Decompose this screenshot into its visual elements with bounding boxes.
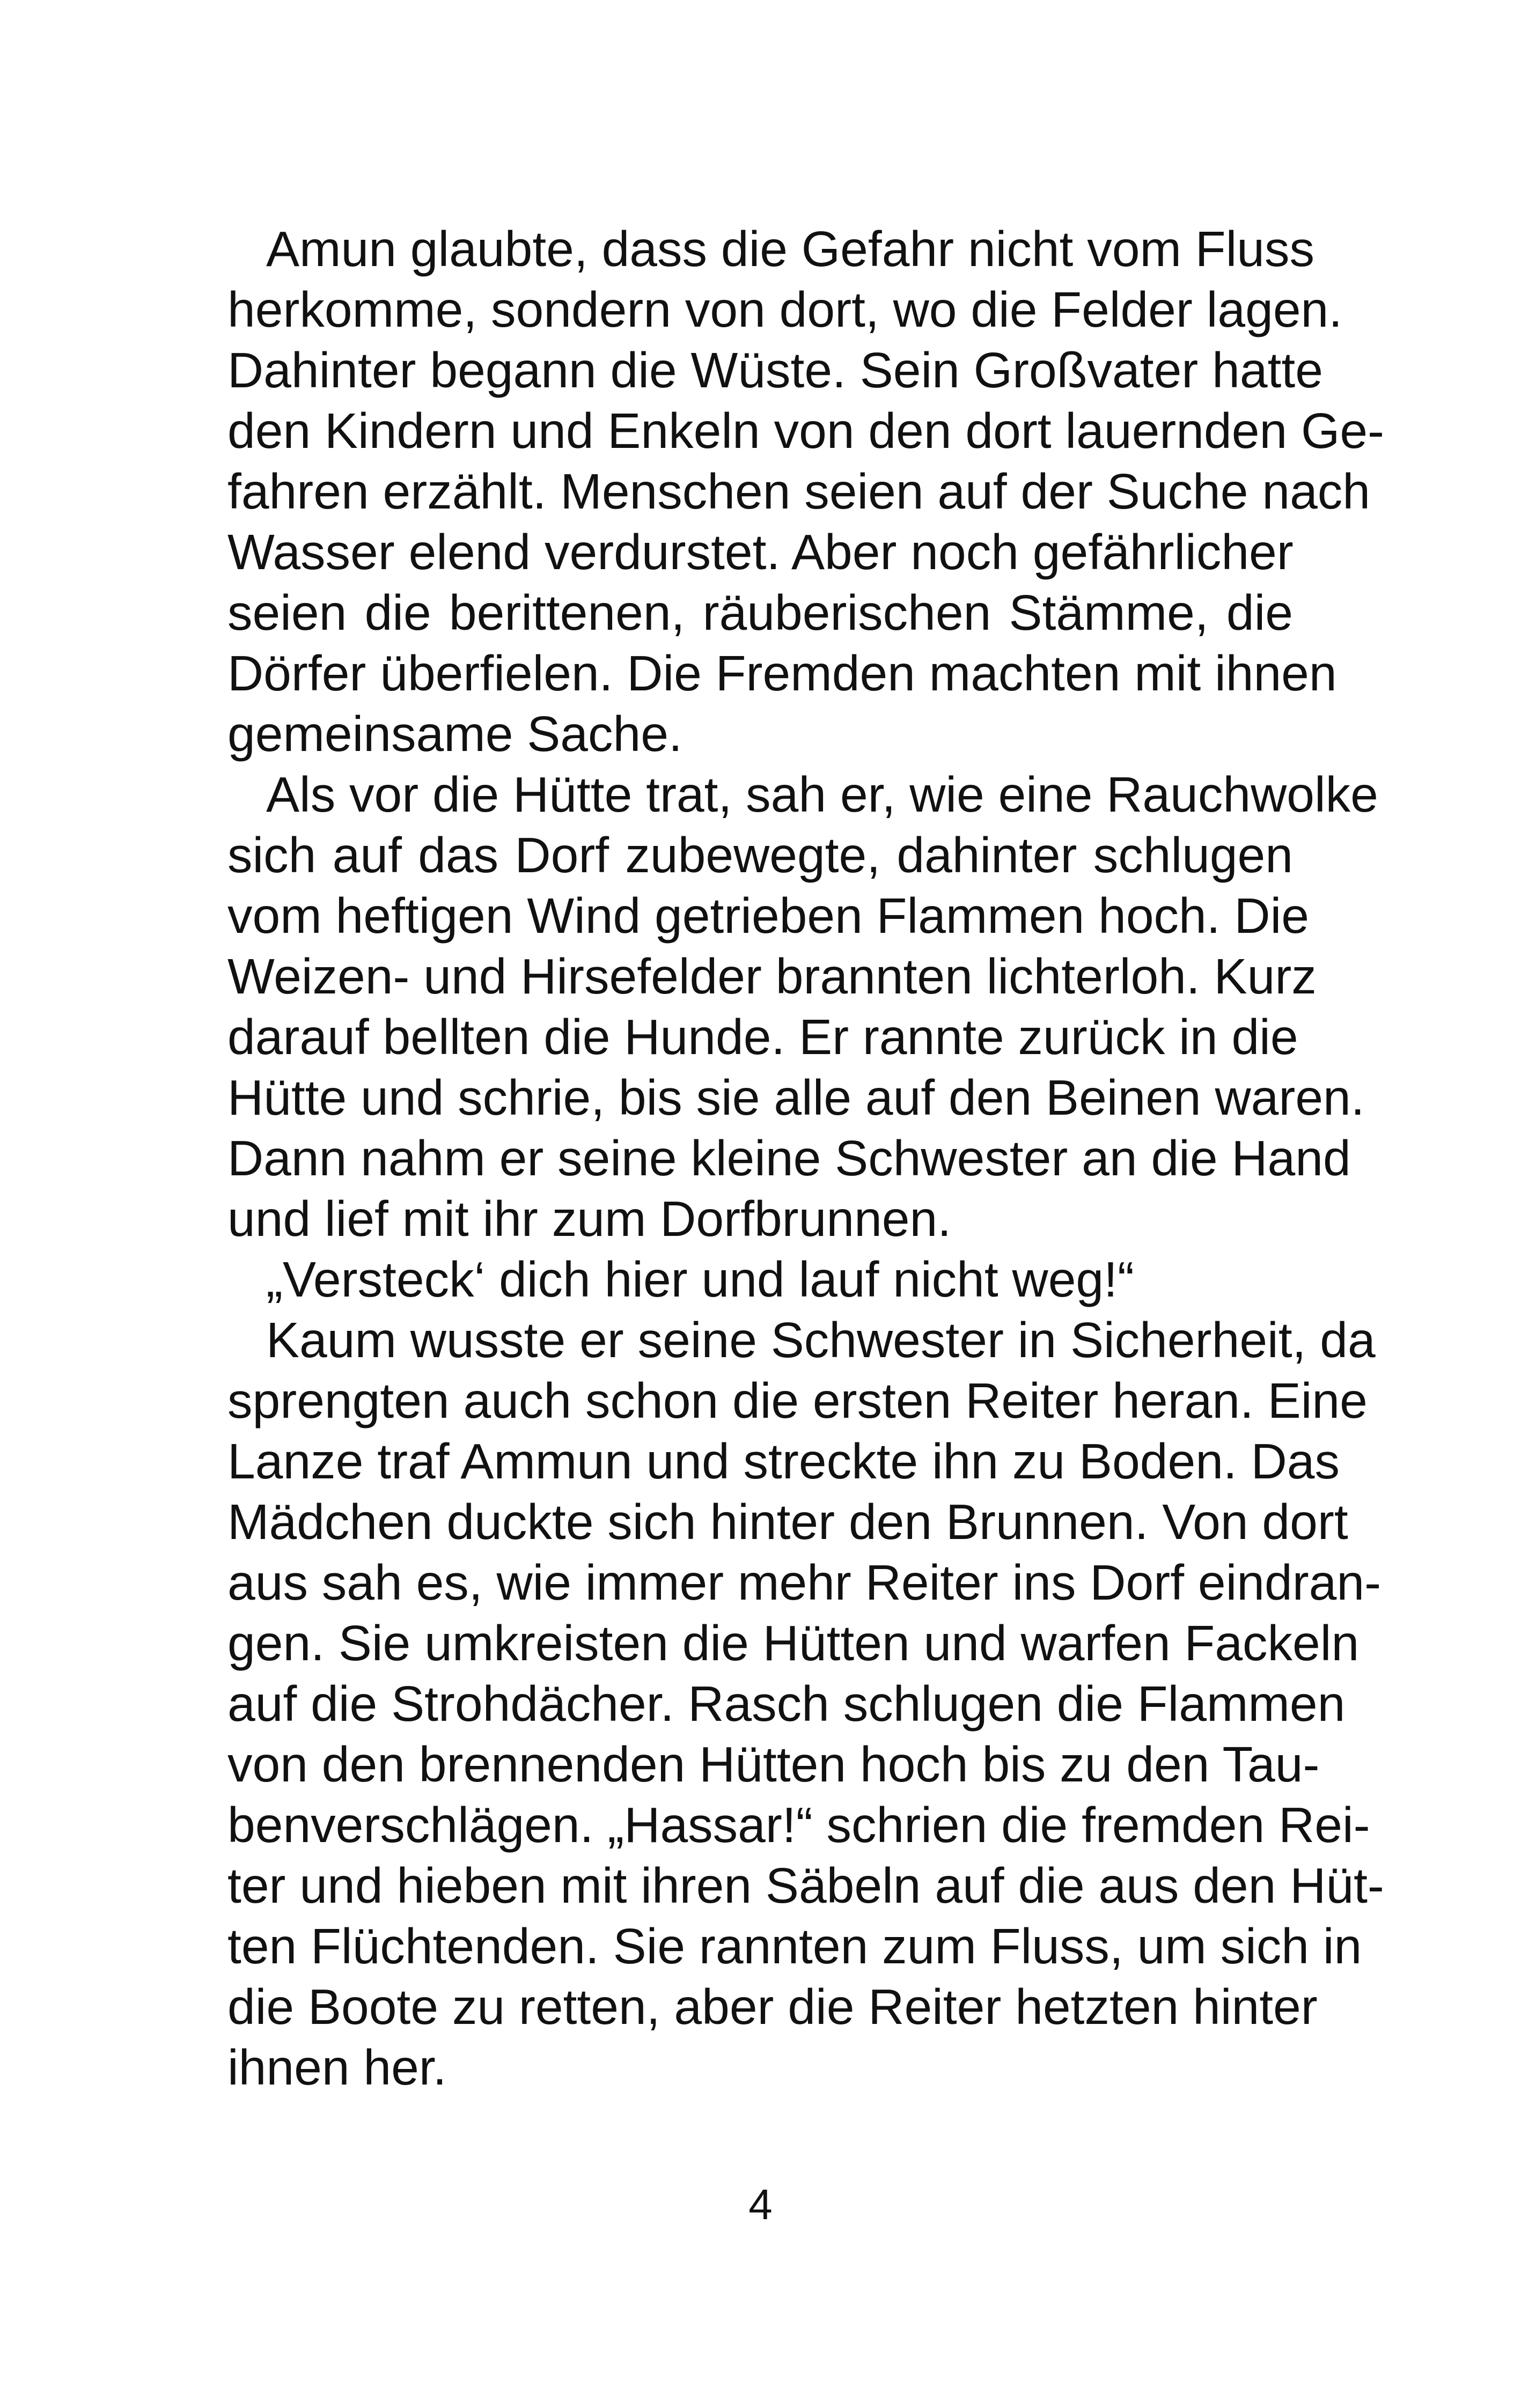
text-line: benverschlägen. „Hassar!“ schrien die fremden Rei- xyxy=(227,1797,1370,1853)
text-line: ter und hieben mit ihren Säbeln auf die aus den Hüt- xyxy=(227,1858,1384,1913)
text-line: Amun glaubte, dass die Gefahr nicht vom Fluss xyxy=(266,221,1314,277)
text-line: vom heftigen Wind getrieben Flammen hoch. Die xyxy=(227,888,1309,944)
page-number: 4 xyxy=(748,2181,773,2228)
text-line: gemeinsame Sache. xyxy=(227,706,682,762)
text-line: Mädchen duckte sich hinter den Brunnen. Von dort xyxy=(227,1494,1348,1550)
text-line: aus sah es, wie immer mehr Reiter ins Dorf eindran- xyxy=(227,1555,1382,1610)
text-line: Hütte und schrie, bis sie alle auf den Beinen waren. xyxy=(227,1070,1365,1125)
paragraph-4 xyxy=(189,1310,1384,2098)
text-line: darauf bellten die Hunde. Er rannte zurück in die xyxy=(227,1009,1298,1065)
text-line: fahren erzählt. Menschen seien auf der Suche nach xyxy=(227,463,1371,519)
text-line: Lanze traf Ammun und streckte ihn zu Boden. Das xyxy=(227,1433,1340,1489)
text-line: Als vor die Hütte trat, sah er, wie eine Rauchwolke xyxy=(266,767,1378,822)
paragraph-2 xyxy=(189,764,1378,1249)
text-line: auf die Strohdächer. Rasch schlugen die Flammen xyxy=(227,1676,1346,1732)
text-line: von den brennenden Hütten hoch bis zu den Tau- xyxy=(227,1736,1320,1792)
text-line: Dahinter begann die Wüste. Sein Großvater hatte xyxy=(227,342,1323,398)
text-line: Dann nahm er seine kleine Schwester an die Hand xyxy=(227,1130,1351,1186)
text-line: Weizen- und Hirsefelder brannten lichterloh. Kurz xyxy=(227,948,1317,1004)
text-line: ten Flüchtenden. Sie rannten zum Fluss, um sich in xyxy=(227,1918,1362,1974)
paragraph-1 xyxy=(189,219,1385,764)
text-line: die Boote zu retten, aber die Reiter hetzten hinter xyxy=(227,1979,1318,2035)
body-text xyxy=(189,219,1385,2098)
text-line: gen. Sie umkreisten die Hütten und warfen Fackeln xyxy=(227,1615,1360,1671)
text-line: sich auf das Dorf zubewegte, dahinter schlugen xyxy=(227,827,1293,883)
text-line: ihnen her. xyxy=(227,2039,447,2095)
text-line: Wasser elend verdurstet. Aber noch gefährlicher xyxy=(227,524,1294,580)
text-line: Kaum wusste er seine Schwester in Sicherheit, da xyxy=(266,1312,1376,1368)
text-line: und lief mit ihr zum Dorfbrunnen. xyxy=(227,1191,952,1247)
text-line: sprengten auch schon die ersten Reiter heran. Eine xyxy=(227,1373,1368,1428)
text-line: Dörfer überfielen. Die Fremden machten mit ihnen xyxy=(227,645,1337,701)
text-line: den Kindern und Enkeln von den dort lauernden Ge- xyxy=(227,403,1385,459)
text-line: herkomme, sondern von dort, wo die Felder lagen. xyxy=(227,282,1343,337)
text-line: „Versteck‘ dich hier und lauf nicht weg!“ xyxy=(266,1251,1134,1307)
paragraph-3-dialogue xyxy=(189,1249,1293,1310)
text-line: seien die berittenen, räuberischen Stämme, die xyxy=(227,585,1293,640)
